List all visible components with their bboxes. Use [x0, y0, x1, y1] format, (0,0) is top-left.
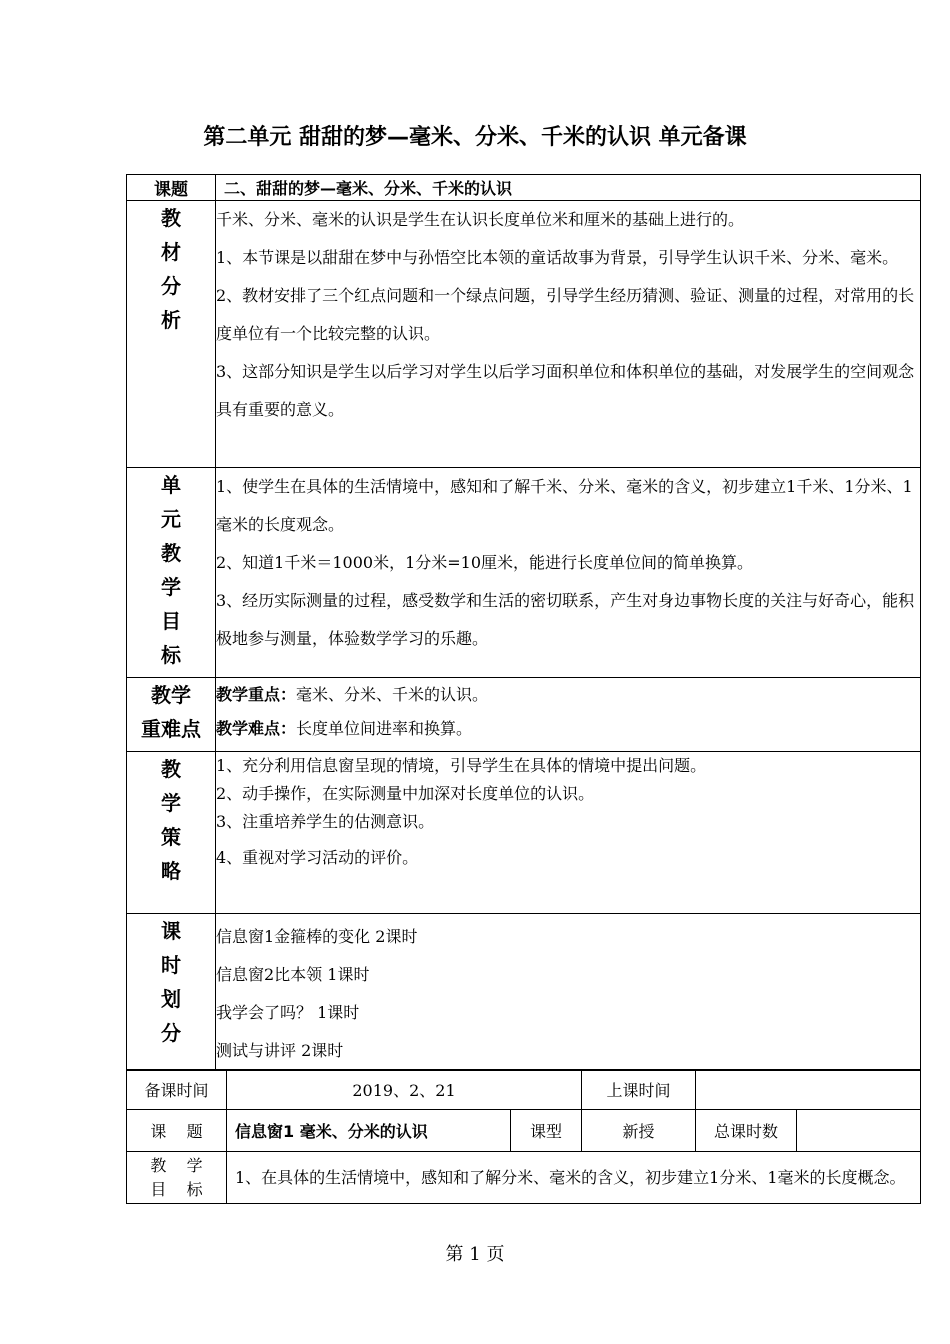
goal-line: 2、知道1千米＝1000米，1分米=10厘米，能进行长度单位间的简单换算。 — [216, 553, 754, 572]
difficulty-value: 长度单位间进率和换算。 — [296, 719, 473, 738]
schedule-row — [127, 914, 921, 1071]
strategy-row — [127, 752, 921, 914]
goals-content — [216, 468, 921, 678]
strategy-line: 4、重视对学习活动的评价。 — [216, 848, 419, 867]
class-time-value — [696, 1070, 921, 1110]
strategy-label: 教 学 策 略 — [127, 752, 216, 914]
analysis-line: 1、本节课是以甜甜在梦中与孙悟空比本领的童话故事为背景，引导学生认识千米、分米、毫米。 — [216, 248, 899, 267]
schedule-line: 我学会了吗？ 1课时 — [216, 1003, 360, 1022]
analysis-line: 3、这部分知识是学生以后学习对学生以后学习面积单位和体积单位的基础，对发展学生的空间观念具有重要的意义。 — [216, 362, 915, 419]
analysis-row — [127, 201, 921, 468]
goals-label: 单 元 教 学 目 标 — [127, 468, 216, 678]
lesson-goal-text: 1、在具体的生活情境中，感知和了解分米、毫米的含义，初步建立1分米、1毫米的长度概念。 — [227, 1152, 921, 1204]
analysis-line: 千米、分米、毫米的认识是学生在认识长度单位米和厘米的基础上进行的。 — [216, 210, 745, 229]
prep-time-value: 2019、2、21 — [227, 1070, 582, 1110]
strategy-content — [216, 752, 921, 914]
goal-line: 3、经历实际测量的过程，感受数学和生活的密切联系，产生对身边事物长度的关注与好奇心，能积极地参与测量，体验数学学习的乐趣。 — [216, 591, 915, 648]
schedule-line: 信息窗1金箍棒的变化 2课时 — [216, 927, 418, 946]
schedule-content — [216, 914, 921, 1071]
goals-row — [127, 468, 921, 678]
strategy-line: 2、动手操作，在实际测量中加深对长度单位的认识。 — [216, 784, 595, 803]
difficulty-label: 教学难点： — [216, 719, 297, 738]
strategy-line: 3、注重培养学生的估测意识。 — [216, 812, 435, 831]
lesson-type-label: 课型 — [511, 1110, 582, 1152]
lesson-goal-label: 教 学 目 标 — [127, 1152, 227, 1204]
focus-value: 毫米、分米、千米的认识。 — [296, 685, 489, 704]
topic-value: 二、甜甜的梦—毫米、分米、千米的认识 — [216, 175, 921, 201]
class-time-label: 上课时间 — [582, 1070, 696, 1110]
topic-label: 课题 — [127, 175, 216, 201]
topic-row — [127, 175, 921, 201]
lesson-topic-row — [127, 1110, 921, 1152]
page-title: 第二单元 甜甜的梦—毫米、分米、千米的认识 单元备课 — [203, 125, 747, 150]
schedule-line: 测试与讲评 2课时 — [216, 1041, 344, 1060]
lesson-topic-label: 课 题 — [127, 1110, 227, 1152]
lesson-goal-row — [127, 1152, 921, 1204]
keypoints-row — [127, 678, 921, 752]
lesson-type-value: 新授 — [582, 1110, 696, 1152]
keypoints-label: 教学 重难点 — [127, 678, 216, 752]
focus-label: 教学重点： — [216, 685, 297, 704]
unit-plan-table — [126, 174, 921, 1071]
analysis-label: 教 材 分 析 — [127, 201, 216, 468]
lesson-topic-value: 信息窗1 毫米、分米的认识 — [227, 1110, 511, 1152]
keypoints-content — [216, 678, 921, 752]
total-hours-label: 总课时数 — [696, 1110, 797, 1152]
analysis-line: 2、教材安排了三个红点问题和一个绿点问题，引导学生经历猜测、验证、测量的过程，对常用的长度单位有一个比较完整的认识。 — [216, 286, 915, 343]
goal-line: 1、使学生在具体的生活情境中，感知和了解千米、分米、毫米的含义，初步建立1千米、1分米、1毫米的长度观念。 — [216, 477, 913, 534]
strategy-line: 1、充分利用信息窗呈现的情境，引导学生在具体的情境中提出问题。 — [216, 756, 707, 775]
time-row — [127, 1070, 921, 1110]
schedule-label: 课 时 划 分 — [127, 914, 216, 1071]
analysis-content — [216, 201, 921, 468]
total-hours-value — [797, 1110, 921, 1152]
prep-time-label: 备课时间 — [127, 1070, 227, 1110]
schedule-line: 信息窗2比本领 1课时 — [216, 965, 370, 984]
page-number: 第 1 页 — [445, 1244, 505, 1265]
lesson-table — [126, 1069, 921, 1204]
